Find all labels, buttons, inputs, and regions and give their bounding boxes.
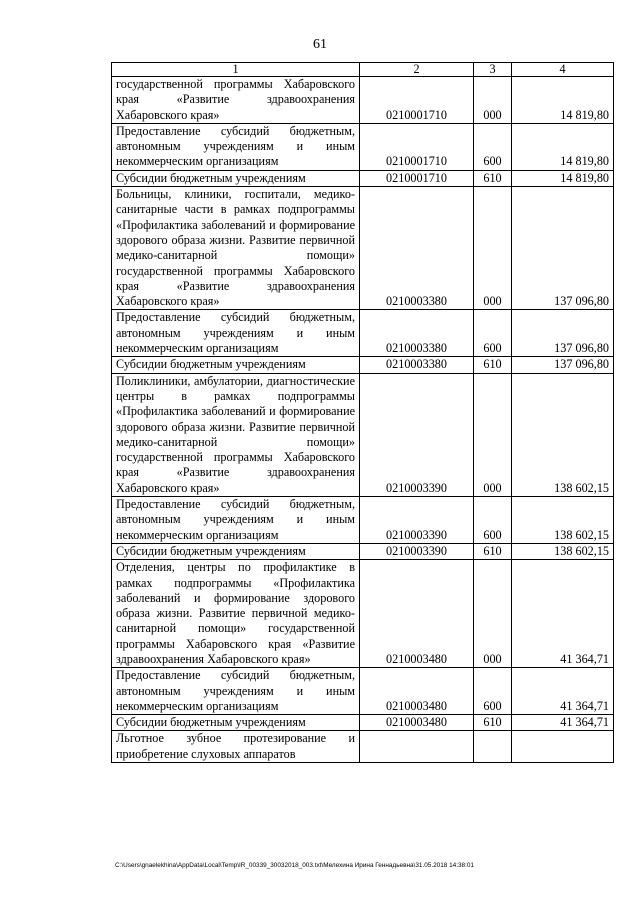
row-name-cell: Субсидии бюджетным учреждениям [112, 715, 360, 731]
row-code-cell: 0210003390 [360, 373, 474, 496]
row-name-cell: Предоставление субсидий бюджетным, автономным учреждениям и иным некоммерческим организациям [112, 497, 360, 544]
table-row [112, 187, 614, 310]
row-name-cell: Предоставление субсидий бюджетным, автономным учреждениям и иным некоммерческим организациям [112, 668, 360, 715]
row-code-cell: 0210003380 [360, 357, 474, 373]
row-code-cell: 0210003380 [360, 187, 474, 310]
row-amount-cell: 41 364,71 [512, 668, 614, 715]
table-row [112, 77, 614, 124]
table-row [112, 543, 614, 559]
page-number: 61 [313, 37, 327, 52]
row-type-cell: 610 [474, 357, 512, 373]
row-name-cell: государственной программы Хабаровского края «Развитие здравоохранения Хабаровского края» [112, 77, 360, 124]
row-name-cell: Субсидии бюджетным учреждениям [112, 357, 360, 373]
row-amount-cell: 138 602,15 [512, 497, 614, 544]
table-row [112, 731, 614, 763]
row-code-cell: 0210001710 [360, 123, 474, 170]
row-name-cell: Отделения, центры по профилактике в рамках подпрограммы «Профилактика заболеваний и формирование здорового образа жизни. Развитие первичной медико-санитарной помощи» государственной программы Хабаровского края «Развитие здравоохранения Хабаровского края» [112, 560, 360, 668]
row-type-cell: 610 [474, 543, 512, 559]
row-amount-cell: 138 602,15 [512, 373, 614, 496]
table-row [112, 715, 614, 731]
row-amount-cell: 41 364,71 [512, 715, 614, 731]
row-name-cell: Субсидии бюджетным учреждениям [112, 543, 360, 559]
row-amount-cell: 137 096,80 [512, 187, 614, 310]
row-type-cell: 000 [474, 373, 512, 496]
row-type-cell: 000 [474, 77, 512, 124]
table-header-row [112, 63, 614, 77]
row-type-cell: 600 [474, 310, 512, 357]
row-amount-cell: 138 602,15 [512, 543, 614, 559]
table-row [112, 497, 614, 544]
row-code-cell: 0210001710 [360, 77, 474, 124]
row-name-cell: Предоставление субсидий бюджетным, автономным учреждениям и иным некоммерческим организациям [112, 310, 360, 357]
row-amount-cell: 41 364,71 [512, 560, 614, 668]
row-code-cell: 0210003480 [360, 560, 474, 668]
row-type-cell: 610 [474, 715, 512, 731]
row-amount-cell: 137 096,80 [512, 357, 614, 373]
row-amount-cell: 14 819,80 [512, 77, 614, 124]
row-type-cell: 600 [474, 123, 512, 170]
row-name-cell: Больницы, клиники, госпитали, медико-санитарные части в рамках подпрограммы «Профилактика заболеваний и формирование здорового образа жизни. Развитие первичной медико-санитарной помощи» государственной программы Хабаровского края «Развитие здравоохранения Хабаровского края» [112, 187, 360, 310]
row-amount-cell: 137 096,80 [512, 310, 614, 357]
column-header: 1 [112, 63, 360, 77]
table-row [112, 668, 614, 715]
row-type-cell: 600 [474, 497, 512, 544]
column-header: 4 [512, 63, 614, 77]
column-header: 3 [474, 63, 512, 77]
column-header: 2 [360, 63, 474, 77]
row-code-cell: 0210001710 [360, 170, 474, 186]
row-name-cell: Предоставление субсидий бюджетным, автономным учреждениям и иным некоммерческим организациям [112, 123, 360, 170]
row-code-cell: 0210003480 [360, 715, 474, 731]
table-row [112, 560, 614, 668]
budget-table [111, 62, 614, 763]
row-code-cell: 0210003390 [360, 497, 474, 544]
row-name-cell: Субсидии бюджетным учреждениям [112, 170, 360, 186]
table-row [112, 373, 614, 496]
row-type-cell: 000 [474, 187, 512, 310]
row-code-cell [360, 731, 474, 763]
row-type-cell [474, 731, 512, 763]
row-amount-cell: 14 819,80 [512, 123, 614, 170]
row-name-cell: Льготное зубное протезирование и приобретение слуховых аппаратов [112, 731, 360, 763]
row-type-cell: 000 [474, 560, 512, 668]
table-row [112, 357, 614, 373]
row-type-cell: 600 [474, 668, 512, 715]
table-row [112, 310, 614, 357]
row-code-cell: 0210003390 [360, 543, 474, 559]
file-path-footer: C:\Users\gnaelekhina\AppData\Local\Temp\IR_00339_30032018_003.txt\Мелехина Ирина Геннадьевна\31.05.2018 14:38:01 [115, 862, 474, 869]
row-code-cell: 0210003380 [360, 310, 474, 357]
row-code-cell: 0210003480 [360, 668, 474, 715]
row-amount-cell [512, 731, 614, 763]
row-amount-cell: 14 819,80 [512, 170, 614, 186]
row-name-cell: Поликлиники, амбулатории, диагностические центры в рамках подпрограммы «Профилактика заболеваний и формирование здорового образа жизни. Развитие первичной медико-санитарной помощи» государственной программы Хабаровского края «Развитие здравоохранения Хабаровского края» [112, 373, 360, 496]
table-row [112, 170, 614, 186]
table-row [112, 123, 614, 170]
row-type-cell: 610 [474, 170, 512, 186]
